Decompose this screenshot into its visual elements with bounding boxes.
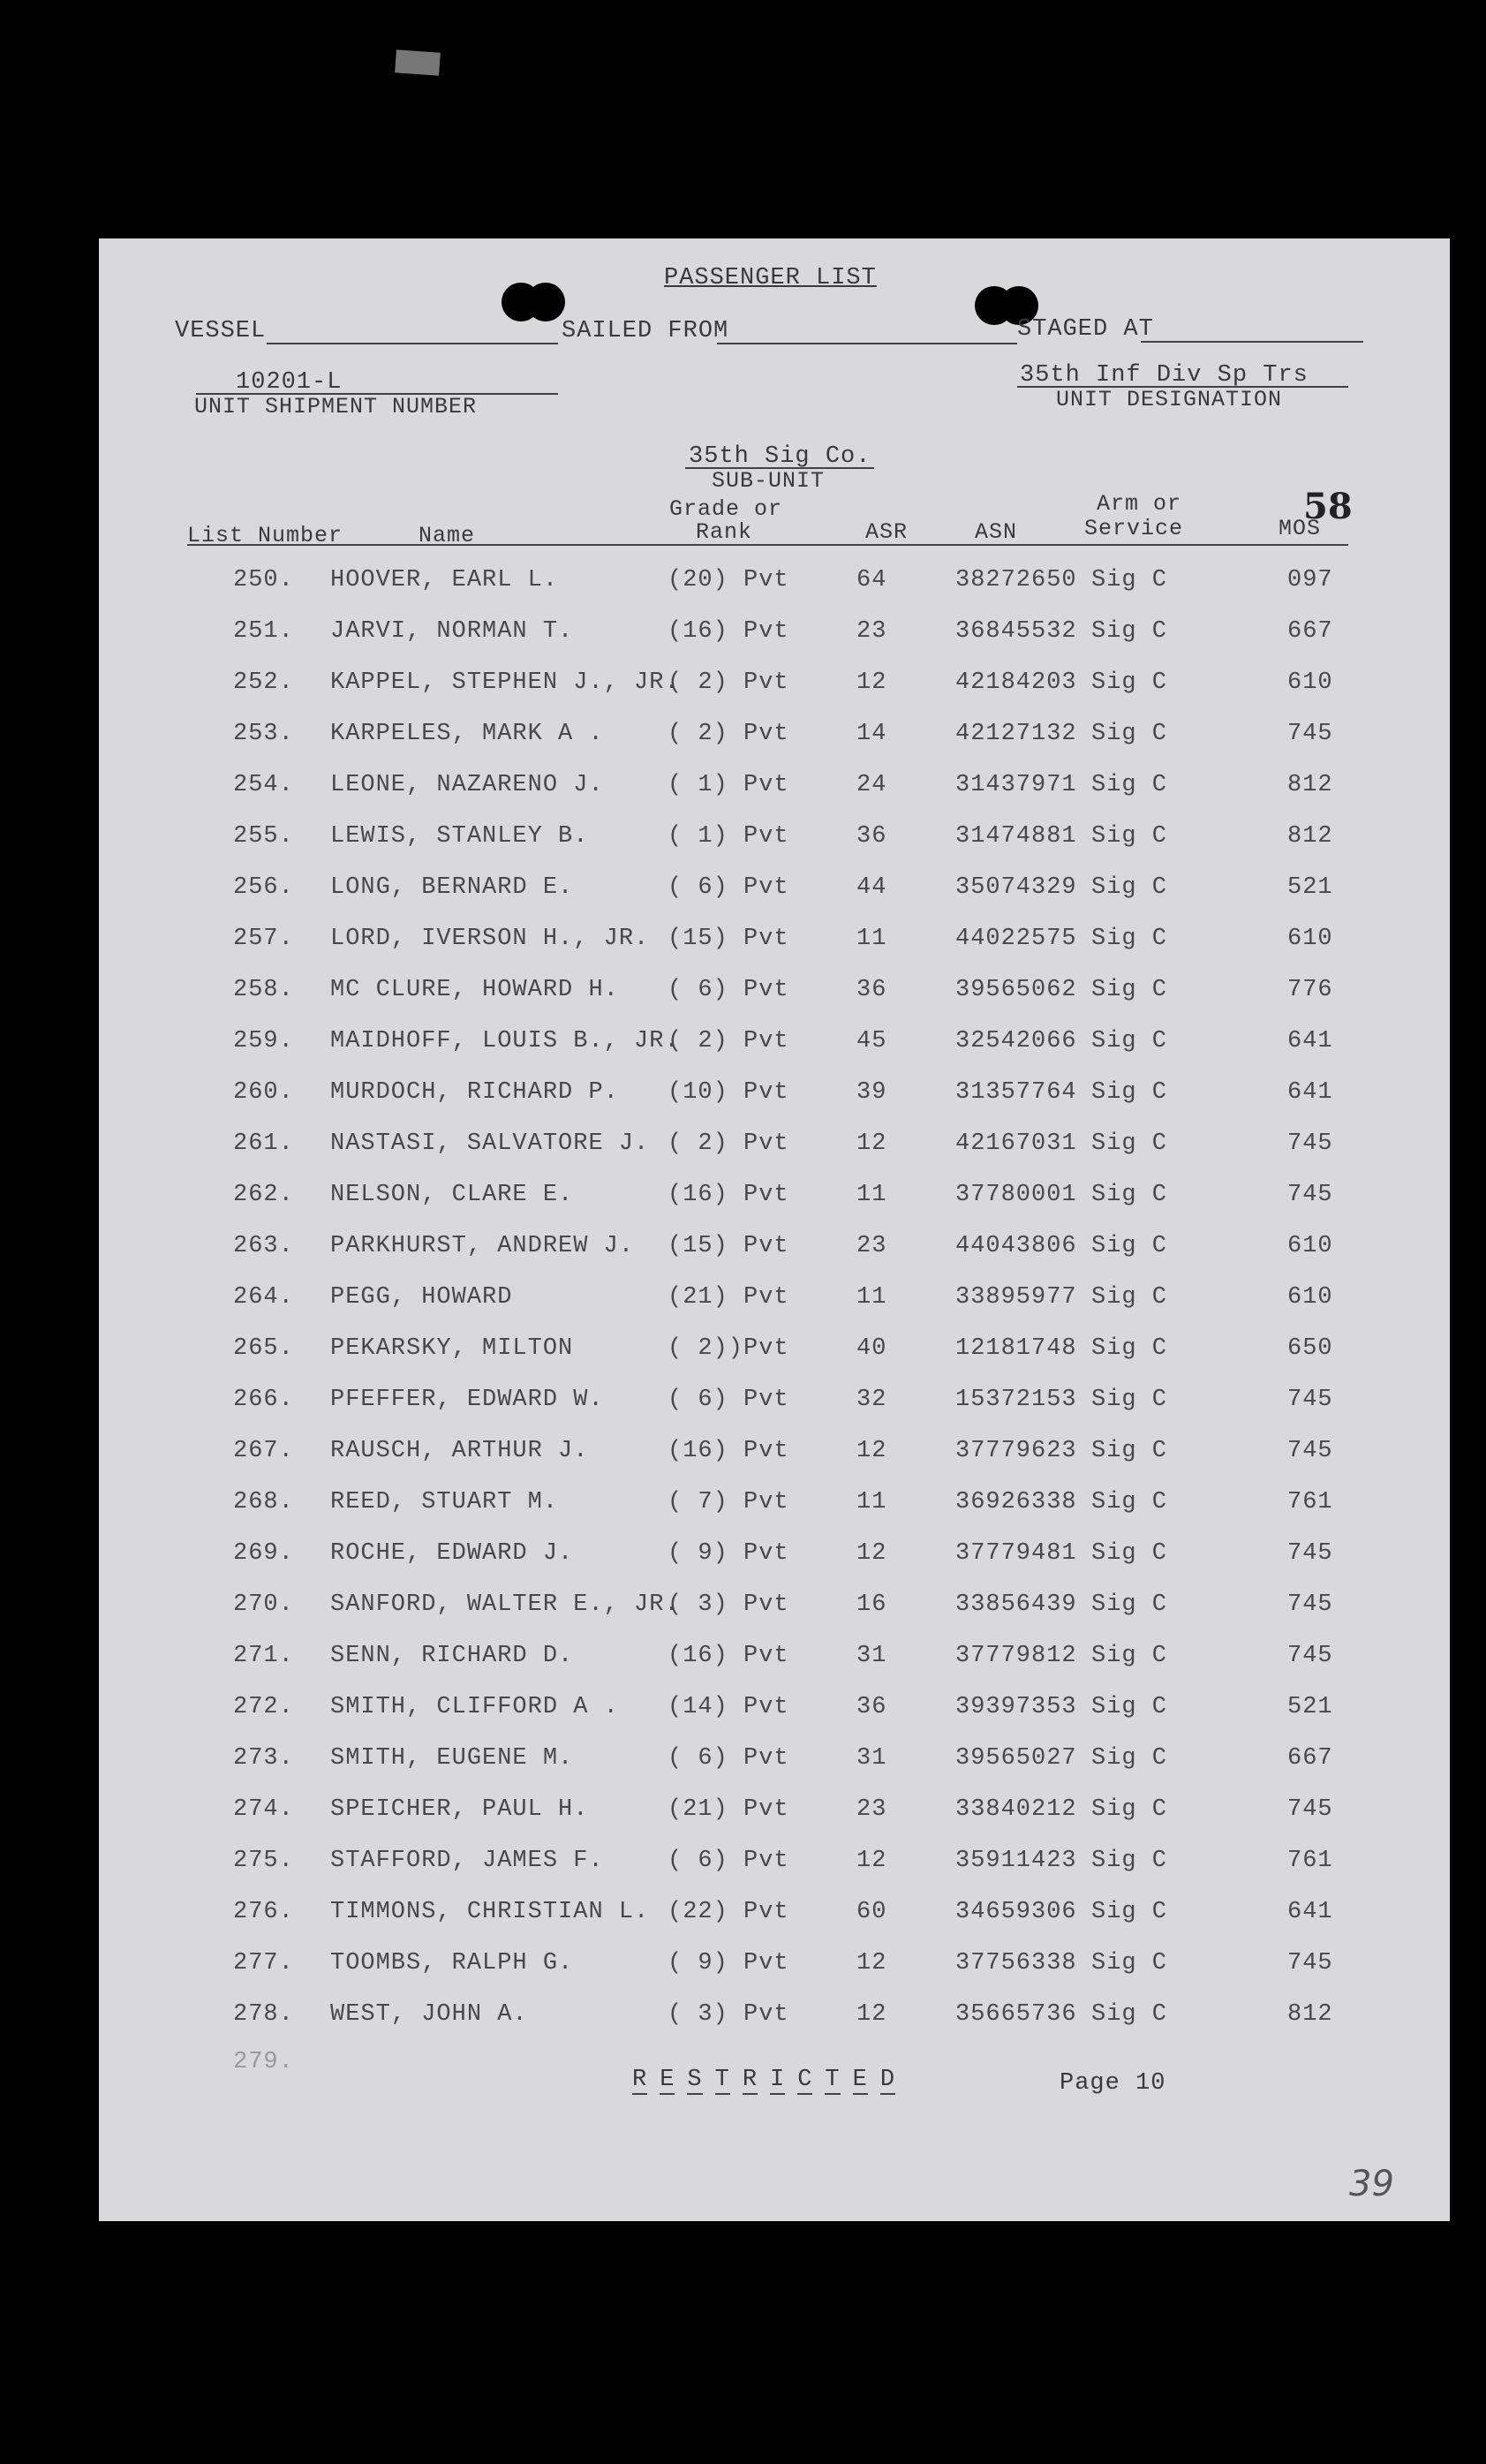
- col-header-mos: MOS: [1279, 516, 1322, 541]
- list-number: 255.: [233, 823, 294, 850]
- mos-code: 641: [1287, 1079, 1333, 1106]
- header-rule: [187, 544, 1348, 546]
- arm-service: Sig C: [1091, 1387, 1168, 1413]
- staged-at-line: [1141, 341, 1363, 343]
- unit-designation: 35th Inf Div Sp Trs: [1020, 362, 1309, 389]
- restricted-marking: [632, 2067, 908, 2095]
- sub-unit: 35th Sig Co.: [689, 443, 871, 470]
- passenger-name: REED, STUART M.: [330, 1489, 559, 1515]
- passenger-name: KARPELES, MARK A .: [330, 721, 604, 747]
- grade-rank: ( 6) Pvt: [668, 874, 789, 901]
- grade-rank: (15) Pvt: [668, 926, 789, 952]
- mos-code: 610: [1287, 1284, 1333, 1311]
- arm-service: Sig C: [1091, 823, 1168, 850]
- arm-service: Sig C: [1091, 1079, 1168, 1106]
- mos-code: 745: [1287, 1387, 1333, 1413]
- serial-number: 36845532: [955, 618, 1077, 645]
- list-number: 264.: [233, 1284, 294, 1311]
- grade-rank: ( 2))Pvt: [668, 1335, 789, 1362]
- arm-service: Sig C: [1091, 1591, 1168, 1618]
- arm-service: Sig C: [1091, 1796, 1168, 1823]
- list-number: 275.: [233, 1848, 294, 1874]
- mos-code: 812: [1287, 2001, 1333, 2028]
- grade-rank: ( 2) Pvt: [668, 721, 789, 747]
- sailed-from-line: [717, 343, 1017, 344]
- col-header-arm: Arm or: [1097, 491, 1182, 517]
- list-number: 278.: [233, 2001, 294, 2028]
- arm-service: Sig C: [1091, 1694, 1168, 1720]
- serial-number: 44043806: [955, 1233, 1077, 1259]
- arm-service: Sig C: [1091, 1182, 1168, 1208]
- mos-code: 745: [1287, 1182, 1333, 1208]
- serial-number: 39397353: [955, 1694, 1077, 1720]
- asr-score: 11: [856, 1284, 887, 1311]
- list-number: 273.: [233, 1745, 294, 1772]
- col-header-grade: Grade or: [669, 496, 783, 522]
- asr-score: 64: [856, 567, 887, 593]
- mos-code: 097: [1287, 567, 1333, 593]
- arm-service: Sig C: [1091, 2001, 1168, 2028]
- passenger-name: PFEFFER, EDWARD W.: [330, 1387, 604, 1413]
- restricted-letter: E: [852, 2067, 868, 2093]
- asr-score: 12: [856, 1540, 887, 1567]
- list-number: 259.: [233, 1028, 294, 1054]
- grade-rank: (20) Pvt: [668, 567, 789, 593]
- passenger-name: KAPPEL, STEPHEN J., JR.: [330, 669, 680, 696]
- col-header-list-number: List Number: [187, 523, 343, 548]
- list-number: 265.: [233, 1335, 294, 1362]
- passenger-name: RAUSCH, ARTHUR J.: [330, 1438, 589, 1464]
- list-number: 256.: [233, 874, 294, 901]
- asr-score: 23: [856, 618, 887, 645]
- mos-code: 745: [1287, 1591, 1333, 1618]
- asr-score: 60: [856, 1899, 887, 1925]
- vessel-label: VESSEL: [175, 318, 267, 344]
- list-number: 260.: [233, 1079, 294, 1106]
- serial-number: 42184203: [955, 669, 1077, 696]
- staged-at-label: STAGED AT: [1017, 316, 1154, 343]
- grade-rank: ( 9) Pvt: [668, 1540, 789, 1567]
- asr-score: 12: [856, 1438, 887, 1464]
- serial-number: 37780001: [955, 1182, 1077, 1208]
- asr-score: 36: [856, 977, 887, 1003]
- list-number: 251.: [233, 618, 294, 645]
- list-number-last: 279.: [233, 2049, 294, 2075]
- asr-score: 39: [856, 1079, 887, 1106]
- grade-rank: (16) Pvt: [668, 1182, 789, 1208]
- serial-number: 37779481: [955, 1540, 1077, 1567]
- passenger-name: JARVI, NORMAN T.: [330, 618, 574, 645]
- grade-rank: (21) Pvt: [668, 1284, 789, 1311]
- asr-score: 12: [856, 1950, 887, 1976]
- grade-rank: (10) Pvt: [668, 1079, 789, 1106]
- arm-service: Sig C: [1091, 618, 1168, 645]
- asr-score: 11: [856, 926, 887, 952]
- serial-number: 39565027: [955, 1745, 1077, 1772]
- serial-number: 34659306: [955, 1899, 1077, 1925]
- grade-rank: (21) Pvt: [668, 1796, 789, 1823]
- arm-service: Sig C: [1091, 1284, 1168, 1311]
- serial-number: 12181748: [955, 1335, 1077, 1362]
- grade-rank: ( 6) Pvt: [668, 977, 789, 1003]
- list-number: 269.: [233, 1540, 294, 1567]
- mos-code: 745: [1287, 1796, 1333, 1823]
- passenger-name: MAIDHOFF, LOUIS B., JR.: [330, 1028, 680, 1054]
- restricted-letter: T: [714, 2067, 730, 2093]
- list-number: 261.: [233, 1130, 294, 1157]
- arm-service: Sig C: [1091, 1745, 1168, 1772]
- mos-code: 745: [1287, 721, 1333, 747]
- serial-number: 33895977: [955, 1284, 1077, 1311]
- serial-number: 35911423: [955, 1848, 1077, 1874]
- list-number: 262.: [233, 1182, 294, 1208]
- passenger-name: TIMMONS, CHRISTIAN L.: [330, 1899, 650, 1925]
- mos-code: 761: [1287, 1489, 1333, 1515]
- restricted-letter: C: [797, 2067, 813, 2093]
- grade-rank: (16) Pvt: [668, 1643, 789, 1669]
- passenger-name: SANFORD, WALTER E., JR.: [330, 1591, 680, 1618]
- passenger-name: LEONE, NAZARENO J.: [330, 772, 604, 798]
- grade-rank: ( 3) Pvt: [668, 2001, 789, 2028]
- serial-number: 31357764: [955, 1079, 1077, 1106]
- asr-score: 16: [856, 1591, 887, 1618]
- list-number: 272.: [233, 1694, 294, 1720]
- grade-rank: (22) Pvt: [668, 1899, 789, 1925]
- asr-score: 12: [856, 1130, 887, 1157]
- mos-code: 745: [1287, 1540, 1333, 1567]
- arm-service: Sig C: [1091, 721, 1168, 747]
- mos-code: 812: [1287, 823, 1333, 850]
- asr-score: 40: [856, 1335, 887, 1362]
- list-number: 250.: [233, 567, 294, 593]
- mos-code: 776: [1287, 977, 1333, 1003]
- arm-service: Sig C: [1091, 1130, 1168, 1157]
- grade-rank: ( 9) Pvt: [668, 1950, 789, 1976]
- asr-score: 24: [856, 772, 887, 798]
- serial-number: 33856439: [955, 1591, 1077, 1618]
- arm-service: Sig C: [1091, 1233, 1168, 1259]
- serial-number: 42167031: [955, 1130, 1077, 1157]
- passenger-name: LONG, BERNARD E.: [330, 874, 574, 901]
- asr-score: 36: [856, 823, 887, 850]
- arm-service: Sig C: [1091, 1950, 1168, 1976]
- asr-score: 32: [856, 1387, 887, 1413]
- passenger-name: NELSON, CLARE E.: [330, 1182, 574, 1208]
- mos-code: 745: [1287, 1950, 1333, 1976]
- serial-number: 35074329: [955, 874, 1077, 901]
- restricted-letter: R: [632, 2067, 648, 2093]
- asr-score: 12: [856, 669, 887, 696]
- grade-rank: (14) Pvt: [668, 1694, 789, 1720]
- arm-service: Sig C: [1091, 1489, 1168, 1515]
- mos-code: 610: [1287, 926, 1333, 952]
- list-number: 263.: [233, 1233, 294, 1259]
- grade-rank: (15) Pvt: [668, 1233, 789, 1259]
- serial-number: 42127132: [955, 721, 1077, 747]
- asr-score: 12: [856, 2001, 887, 2028]
- restricted-letter: R: [742, 2067, 758, 2093]
- list-number: 270.: [233, 1591, 294, 1618]
- paper-scrap: [395, 49, 441, 75]
- serial-number: 31474881: [955, 823, 1077, 850]
- asr-score: 44: [856, 874, 887, 901]
- serial-number: 37779812: [955, 1643, 1077, 1669]
- list-number: 258.: [233, 977, 294, 1003]
- grade-rank: ( 2) Pvt: [668, 1028, 789, 1054]
- serial-number: 37779623: [955, 1438, 1077, 1464]
- list-number: 276.: [233, 1899, 294, 1925]
- list-number: 252.: [233, 669, 294, 696]
- grade-rank: ( 1) Pvt: [668, 823, 789, 850]
- mos-code: 667: [1287, 618, 1333, 645]
- grade-rank: (16) Pvt: [668, 618, 789, 645]
- list-number: 268.: [233, 1489, 294, 1515]
- list-number: 271.: [233, 1643, 294, 1669]
- col-header-name: Name: [419, 523, 476, 548]
- grade-rank: ( 6) Pvt: [668, 1387, 789, 1413]
- arm-service: Sig C: [1091, 1540, 1168, 1567]
- restricted-letter: D: [879, 2067, 896, 2093]
- grade-rank: ( 6) Pvt: [668, 1848, 789, 1874]
- list-number: 267.: [233, 1438, 294, 1464]
- restricted-letter: S: [687, 2067, 703, 2093]
- asr-score: 11: [856, 1182, 887, 1208]
- grade-rank: (16) Pvt: [668, 1438, 789, 1464]
- serial-number: 31437971: [955, 772, 1077, 798]
- arm-service: Sig C: [1091, 874, 1168, 901]
- passenger-name: SMITH, EUGENE M.: [330, 1745, 574, 1772]
- asr-score: 45: [856, 1028, 887, 1054]
- mos-code: 745: [1287, 1130, 1333, 1157]
- passenger-name: WEST, JOHN A.: [330, 2001, 528, 2028]
- list-number: 254.: [233, 772, 294, 798]
- arm-service: Sig C: [1091, 1643, 1168, 1669]
- handwritten-number: 39: [1349, 2164, 1394, 2204]
- passenger-name: LORD, IVERSON H., JR.: [330, 926, 650, 952]
- vessel-line: [267, 343, 558, 344]
- unit-shipment-number: 10201-L: [236, 369, 343, 396]
- asr-score: 23: [856, 1233, 887, 1259]
- arm-service: Sig C: [1091, 669, 1168, 696]
- mos-code: 667: [1287, 1745, 1333, 1772]
- list-number: 266.: [233, 1387, 294, 1413]
- list-number: 277.: [233, 1950, 294, 1976]
- passenger-list-document: [99, 238, 1450, 2221]
- arm-service: Sig C: [1091, 926, 1168, 952]
- grade-rank: ( 7) Pvt: [668, 1489, 789, 1515]
- mos-code: 745: [1287, 1438, 1333, 1464]
- asr-score: 11: [856, 1489, 887, 1515]
- passenger-name: TOOMBS, RALPH G.: [330, 1950, 574, 1976]
- asr-score: 31: [856, 1643, 887, 1669]
- restricted-letter: I: [770, 2067, 786, 2093]
- serial-number: 39565062: [955, 977, 1077, 1003]
- page-number: Page 10: [1060, 2070, 1166, 2097]
- arm-service: Sig C: [1091, 1028, 1168, 1054]
- serial-number: 15372153: [955, 1387, 1077, 1413]
- serial-number: 38272650: [955, 567, 1077, 593]
- arm-service: Sig C: [1091, 1848, 1168, 1874]
- passenger-name: PEGG, HOWARD: [330, 1284, 513, 1311]
- arm-service: Sig C: [1091, 1335, 1168, 1362]
- arm-service: Sig C: [1091, 1899, 1168, 1925]
- col-header-asn: ASN: [975, 519, 1018, 545]
- arm-service: Sig C: [1091, 567, 1168, 593]
- grade-rank: ( 2) Pvt: [668, 669, 789, 696]
- asr-score: 23: [856, 1796, 887, 1823]
- passenger-name: SMITH, CLIFFORD A .: [330, 1694, 619, 1720]
- passenger-name: LEWIS, STANLEY B.: [330, 823, 589, 850]
- serial-number: 32542066: [955, 1028, 1077, 1054]
- mos-code: 521: [1287, 1694, 1333, 1720]
- sub-unit-label: SUB-UNIT: [712, 468, 826, 494]
- passenger-name: HOOVER, EARL L.: [330, 567, 559, 593]
- list-number: 274.: [233, 1796, 294, 1823]
- col-header-asr: ASR: [865, 519, 909, 545]
- document-title: PASSENGER LIST: [664, 265, 877, 291]
- grade-rank: ( 1) Pvt: [668, 772, 789, 798]
- mos-code: 641: [1287, 1028, 1333, 1054]
- passenger-name: ROCHE, EDWARD J.: [330, 1540, 574, 1567]
- passenger-name: NASTASI, SALVATORE J.: [330, 1130, 650, 1157]
- mos-code: 641: [1287, 1899, 1333, 1925]
- col-header-service: Service: [1084, 516, 1184, 541]
- passenger-name: MURDOCH, RICHARD P.: [330, 1079, 619, 1106]
- grade-rank: ( 2) Pvt: [668, 1130, 789, 1157]
- asr-score: 36: [856, 1694, 887, 1720]
- grade-rank: ( 3) Pvt: [668, 1591, 789, 1618]
- sailed-from-label: SAILED FROM: [562, 318, 729, 344]
- mos-code: 610: [1287, 1233, 1333, 1259]
- list-number: 257.: [233, 926, 294, 952]
- restricted-letter: E: [660, 2067, 675, 2093]
- serial-number: 33840212: [955, 1796, 1077, 1823]
- grade-rank: ( 6) Pvt: [668, 1745, 789, 1772]
- unit-designation-label: UNIT DESIGNATION: [1056, 387, 1283, 412]
- mos-code: 812: [1287, 772, 1333, 798]
- serial-number: 36926338: [955, 1489, 1077, 1515]
- arm-service: Sig C: [1091, 772, 1168, 798]
- passenger-name: MC CLURE, HOWARD H.: [330, 977, 619, 1003]
- mos-code: 521: [1287, 874, 1333, 901]
- arm-service: Sig C: [1091, 977, 1168, 1003]
- passenger-name: SENN, RICHARD D.: [330, 1643, 574, 1669]
- mos-code: 650: [1287, 1335, 1333, 1362]
- asr-score: 14: [856, 721, 887, 747]
- serial-number: 35665736: [955, 2001, 1077, 2028]
- serial-number: 44022575: [955, 926, 1077, 952]
- asr-score: 12: [856, 1848, 887, 1874]
- passenger-name: PARKHURST, ANDREW J.: [330, 1233, 635, 1259]
- mos-code: 761: [1287, 1848, 1333, 1874]
- unit-shipment-label: UNIT SHIPMENT NUMBER: [194, 394, 478, 419]
- punch-hole: [526, 283, 565, 321]
- restricted-letter: T: [825, 2067, 841, 2093]
- asr-score: 31: [856, 1745, 887, 1772]
- stamp-number: 58: [1303, 486, 1353, 527]
- col-header-rank: Rank: [696, 519, 753, 545]
- passenger-name: SPEICHER, PAUL H.: [330, 1796, 589, 1823]
- mos-code: 745: [1287, 1643, 1333, 1669]
- arm-service: Sig C: [1091, 1438, 1168, 1464]
- mos-code: 610: [1287, 669, 1333, 696]
- serial-number: 37756338: [955, 1950, 1077, 1976]
- list-number: 253.: [233, 721, 294, 747]
- passenger-name: STAFFORD, JAMES F.: [330, 1848, 604, 1874]
- passenger-name: PEKARSKY, MILTON: [330, 1335, 574, 1362]
